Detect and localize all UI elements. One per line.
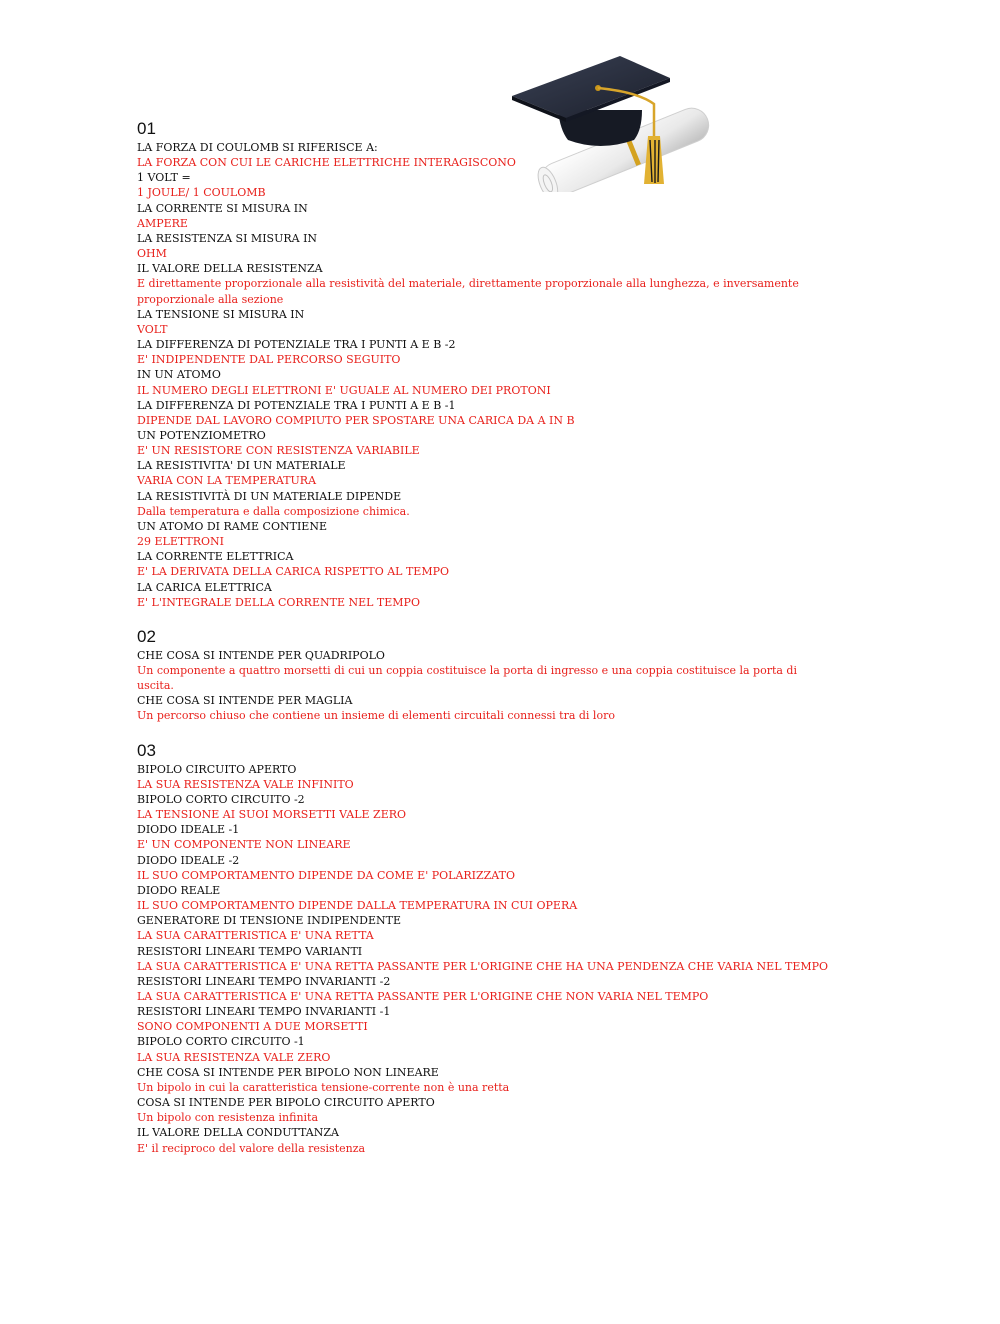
answer-text: LA SUA RESISTENZA VALE INFINITO	[137, 777, 354, 791]
question-text: LA RESISTENZA SI MISURA IN	[137, 231, 318, 245]
answer-text: E' LA DERIVATA DELLA CARICA RISPETTO AL TEMPO	[137, 565, 450, 579]
question-text: DIODO IDEALE -1	[137, 823, 240, 837]
question-text: RESISTORI LINEARI TEMPO VARIANTI	[137, 944, 363, 958]
question-text: RESISTORI LINEARI TEMPO INVARIANTI -2	[137, 974, 391, 988]
section-spacer	[137, 610, 837, 626]
answer-text: LA SUA RESISTENZA VALE ZERO	[137, 1050, 331, 1064]
question-text: LA CORRENTE SI MISURA IN	[137, 201, 308, 215]
qa-content	[137, 118, 837, 1156]
question-text: DIODO REALE	[137, 883, 221, 897]
question-text: IL VALORE DELLA RESISTENZA	[137, 262, 323, 276]
question-text: LA DIFFERENZA DI POTENZIALE TRA I PUNTI A E B -2	[137, 338, 456, 352]
question-text: BIPOLO CORTO CIRCUITO -2	[137, 792, 305, 806]
answer-text: 1 JOULE/ 1 COULOMB	[137, 186, 266, 200]
section-number: 03	[137, 740, 156, 760]
answer-text: Un bipolo con resistenza infinita	[137, 1111, 319, 1125]
question-text: LA TENSIONE SI MISURA IN	[137, 307, 305, 321]
section-spacer	[137, 724, 837, 740]
answer-text: Un componente a quattro morsetti di cui un coppia costituisce la porta di ingresso e una coppia costituisce la porta di uscita.	[137, 664, 797, 693]
answer-text: VARIA CON LA TEMPERATURA	[137, 474, 317, 488]
answer-text: E' il reciproco del valore della resistenza	[137, 1141, 366, 1155]
answer-text: LA TENSIONE AI SUOI MORSETTI VALE ZERO	[137, 808, 407, 822]
answer-text: OHM	[137, 247, 167, 261]
section-number: 02	[137, 626, 156, 646]
question-text: LA CARICA ELETTRICA	[137, 580, 272, 594]
answer-text: VOLT	[137, 322, 168, 336]
answer-text: Dalla temperatura e dalla composizione chimica.	[137, 504, 410, 518]
question-text: LA CORRENTE ELETTRICA	[137, 550, 294, 564]
answer-text: Un bipolo in cui la caratteristica tensione-corrente non è una retta	[137, 1080, 510, 1094]
question-text: UN ATOMO DI RAME CONTIENE	[137, 519, 327, 533]
question-text: CHE COSA SI INTENDE PER QUADRIPOLO	[137, 648, 385, 662]
question-text: IL VALORE DELLA CONDUTTANZA	[137, 1126, 339, 1140]
answer-text: 29 ELETTRONI	[137, 535, 225, 549]
answer-text: LA SUA CARATTERISTICA E' UNA RETTA PASSANTE PER L'ORIGINE CHE HA UNA PENDENZA CHE VARIA NEL TEMPO	[137, 959, 829, 973]
answer-text: IL SUO COMPORTAMENTO DIPENDE DALLA TEMPERATURA IN CUI OPERA	[137, 899, 578, 913]
answer-text: DIPENDE DAL LAVORO COMPIUTO PER SPOSTARE UNA CARICA DA A IN B	[137, 413, 575, 427]
question-text: RESISTORI LINEARI TEMPO INVARIANTI -1	[137, 1005, 391, 1019]
answer-text: E' INDIPENDENTE DAL PERCORSO SEGUITO	[137, 353, 401, 367]
question-text: CHE COSA SI INTENDE PER MAGLIA	[137, 694, 353, 708]
question-text: LA FORZA DI COULOMB SI RIFERISCE A:	[137, 141, 378, 154]
question-text: GENERATORE DI TENSIONE INDIPENDENTE	[137, 914, 401, 928]
section-01	[137, 118, 837, 610]
answer-text: E' L'INTEGRALE DELLA CORRENTE NEL TEMPO	[137, 595, 420, 609]
section-03	[137, 740, 837, 1156]
question-text: BIPOLO CORTO CIRCUITO -1	[137, 1035, 305, 1049]
section-02	[137, 626, 837, 724]
answer-text: SONO COMPONENTI A DUE MORSETTI	[137, 1020, 368, 1034]
question-text: IN UN ATOMO	[137, 368, 221, 382]
section-number: 01	[137, 119, 156, 138]
question-text: UN POTENZIOMETRO	[137, 428, 266, 442]
answer-text: IL SUO COMPORTAMENTO DIPENDE DA COME E' POLARIZZATO	[137, 868, 516, 882]
answer-text: IL NUMERO DEGLI ELETTRONI E' UGUALE AL NUMERO DEI PROTONI	[137, 383, 551, 397]
question-text: LA RESISTIVITÀ DI UN MATERIALE DIPENDE	[137, 489, 402, 503]
answer-text: E direttamente proporzionale alla resistività del materiale, direttamente proporzionale alla lunghezza, e inversamente proporzionale alla sezione	[137, 277, 799, 306]
answer-text: E' UN COMPONENTE NON LINEARE	[137, 838, 351, 852]
answer-text: AMPERE	[137, 216, 188, 230]
answer-text: LA SUA CARATTERISTICA E' UNA RETTA PASSANTE PER L'ORIGINE CHE NON VARIA NEL TEMPO	[137, 989, 709, 1003]
question-text: CHE COSA SI INTENDE PER BIPOLO NON LINEARE	[137, 1065, 439, 1079]
question-text: BIPOLO CIRCUITO APERTO	[137, 762, 297, 776]
answer-text: LA SUA CARATTERISTICA E' UNA RETTA	[137, 929, 374, 943]
answer-text: LA FORZA CON CUI LE CARICHE ELETTRICHE INTERAGISCONO	[137, 156, 516, 170]
question-text: DIODO IDEALE -2	[137, 853, 240, 867]
question-text: LA DIFFERENZA DI POTENZIALE TRA I PUNTI A E B -1	[137, 398, 456, 412]
question-text: LA RESISTIVITA' DI UN MATERIALE	[137, 459, 346, 473]
sections-list	[137, 118, 837, 1156]
answer-text: Un percorso chiuso che contiene un insieme di elementi circuitali connessi tra di loro	[137, 709, 615, 723]
question-text: 1 VOLT =	[137, 171, 191, 185]
question-text: COSA SI INTENDE PER BIPOLO CIRCUITO APERTO	[137, 1096, 435, 1110]
answer-text: E' UN RESISTORE CON RESISTENZA VARIABILE	[137, 444, 420, 458]
